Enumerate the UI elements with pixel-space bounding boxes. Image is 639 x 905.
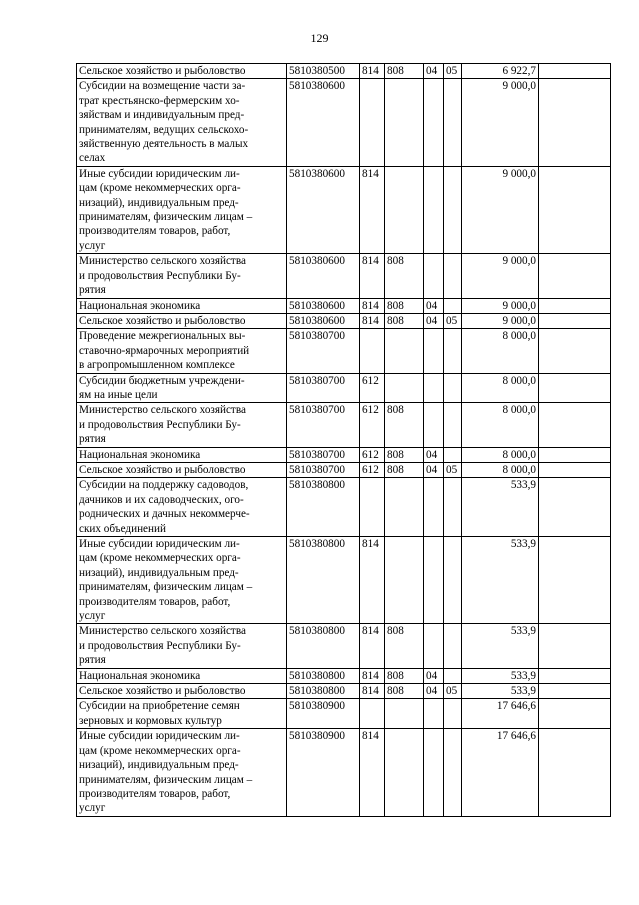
expense-type-code-cell: 612 xyxy=(360,373,385,403)
expense-name-cell xyxy=(77,537,287,624)
subsection-code-cell xyxy=(444,329,462,373)
expense-name-line: низаций), индивидуальным пред- xyxy=(79,759,239,772)
target-article-code-cell: 5810380600 xyxy=(287,254,360,298)
extra-cell xyxy=(539,537,611,624)
expense-name-cell xyxy=(77,373,287,403)
expense-type-code-cell: 814 xyxy=(360,729,385,816)
section-code-cell xyxy=(424,79,444,166)
expense-type-code-cell: 612 xyxy=(360,403,385,447)
subsection-code-cell: 05 xyxy=(444,684,462,699)
expense-name-line: услуг xyxy=(79,610,106,623)
expense-name-line: принимателям, физическим лицам – xyxy=(79,773,253,786)
section-code-cell: 04 xyxy=(424,64,444,79)
target-article-code-cell: 5810380700 xyxy=(287,462,360,477)
extra-cell xyxy=(539,684,611,699)
subsection-code-cell xyxy=(444,624,462,668)
expense-type-code-cell xyxy=(360,79,385,166)
target-article-code-cell: 5810380900 xyxy=(287,729,360,816)
extra-cell xyxy=(539,699,611,729)
expense-type-code-cell: 814 xyxy=(360,298,385,313)
section-code-cell xyxy=(424,403,444,447)
expense-name-line: зяйствам и индивидуальным пред- xyxy=(79,109,245,122)
subsection-code-cell xyxy=(444,729,462,816)
ministry-code-cell xyxy=(385,79,424,166)
expense-name-cell xyxy=(77,684,287,699)
extra-cell xyxy=(539,668,611,683)
section-code-cell xyxy=(424,699,444,729)
section-code-cell xyxy=(424,478,444,537)
expense-name-line: дачников и их садоводческих, ого- xyxy=(79,493,244,506)
subsection-code-cell: 05 xyxy=(444,462,462,477)
expense-name-line: Иные субсидии юридическим ли- xyxy=(79,538,240,550)
table-row xyxy=(77,329,611,373)
subsection-code-cell xyxy=(444,79,462,166)
expense-name-cell xyxy=(77,729,287,816)
subsection-code-cell: 05 xyxy=(444,64,462,79)
expense-name-cell xyxy=(77,313,287,328)
section-code-cell xyxy=(424,373,444,403)
amount-cell: 8 000,0 xyxy=(462,329,539,373)
expense-name-line: роднических и дачных некоммерче- xyxy=(79,508,250,521)
section-code-cell: 04 xyxy=(424,313,444,328)
ministry-code-cell xyxy=(385,729,424,816)
expense-name-cell xyxy=(77,403,287,447)
extra-cell xyxy=(539,462,611,477)
expense-name-line: услуг xyxy=(79,802,106,815)
target-article-code-cell: 5810380800 xyxy=(287,478,360,537)
subsection-code-cell xyxy=(444,668,462,683)
expense-name-line: Министерство сельского хозяйства xyxy=(79,625,246,638)
expense-name-line: Проведение межрегиональных вы- xyxy=(79,330,246,343)
ministry-code-cell xyxy=(385,373,424,403)
table-row xyxy=(77,537,611,624)
section-code-cell xyxy=(424,329,444,373)
amount-cell: 9 000,0 xyxy=(462,298,539,313)
subsection-code-cell xyxy=(444,478,462,537)
extra-cell xyxy=(539,373,611,403)
expense-name-cell xyxy=(77,624,287,668)
ministry-code-cell: 808 xyxy=(385,447,424,462)
expense-type-code-cell: 814 xyxy=(360,537,385,624)
table-row xyxy=(77,403,611,447)
subsection-code-cell xyxy=(444,254,462,298)
expense-name-line: принимателям, физическим лицам – xyxy=(79,211,253,224)
subsection-code-cell xyxy=(444,537,462,624)
expense-type-code-cell: 814 xyxy=(360,254,385,298)
expense-name-line: низаций), индивидуальным пред- xyxy=(79,196,239,209)
table-row xyxy=(77,166,611,253)
table-row xyxy=(77,478,611,537)
amount-cell: 533,9 xyxy=(462,478,539,537)
expense-name-line: принимателям, физическим лицам – xyxy=(79,581,253,594)
expense-name-line: Сельское хозяйство и рыболовство xyxy=(79,65,246,77)
expense-type-code-cell xyxy=(360,329,385,373)
expense-type-code-cell: 814 xyxy=(360,668,385,683)
target-article-code-cell: 5810380900 xyxy=(287,699,360,729)
amount-cell: 17 646,6 xyxy=(462,699,539,729)
section-code-cell: 04 xyxy=(424,462,444,477)
amount-cell: 8 000,0 xyxy=(462,447,539,462)
extra-cell xyxy=(539,313,611,328)
expense-name-line: рятия xyxy=(79,654,106,667)
expense-name-line: трат крестьянско-фермерским хо- xyxy=(79,94,240,107)
expense-name-line: Национальная экономика xyxy=(79,299,201,312)
section-code-cell: 04 xyxy=(424,684,444,699)
ministry-code-cell xyxy=(385,329,424,373)
extra-cell xyxy=(539,64,611,79)
ministry-code-cell: 808 xyxy=(385,624,424,668)
expense-name-line: Сельское хозяйство и рыболовство xyxy=(79,685,246,698)
table-row xyxy=(77,624,611,668)
subsection-code-cell xyxy=(444,373,462,403)
expense-name-line: Сельское хозяйство и рыболовство xyxy=(79,314,246,327)
amount-cell: 6 922,7 xyxy=(462,64,539,79)
budget-table xyxy=(76,63,611,817)
extra-cell xyxy=(539,79,611,166)
extra-cell xyxy=(539,478,611,537)
amount-cell: 9 000,0 xyxy=(462,254,539,298)
expense-name-line: ставочно-ярмарочных мероприятий xyxy=(79,344,250,357)
extra-cell xyxy=(539,729,611,816)
expense-name-line: зяйственную деятельность в малых xyxy=(79,138,249,151)
table-row xyxy=(77,447,611,462)
amount-cell: 533,9 xyxy=(462,624,539,668)
table-row xyxy=(77,684,611,699)
expense-name-cell xyxy=(77,478,287,537)
expense-name-line: Национальная экономика xyxy=(79,448,201,461)
amount-cell: 9 000,0 xyxy=(462,166,539,253)
amount-cell: 533,9 xyxy=(462,684,539,699)
table-row xyxy=(77,668,611,683)
target-article-code-cell: 5810380600 xyxy=(287,298,360,313)
ministry-code-cell xyxy=(385,478,424,537)
extra-cell xyxy=(539,403,611,447)
expense-name-cell xyxy=(77,254,287,298)
section-code-cell: 04 xyxy=(424,668,444,683)
subsection-code-cell xyxy=(444,699,462,729)
expense-type-code-cell: 814 xyxy=(360,313,385,328)
expense-type-code-cell: 814 xyxy=(360,624,385,668)
target-article-code-cell: 5810380700 xyxy=(287,447,360,462)
expense-name-line: цам (кроме некоммерческих орга- xyxy=(79,744,241,757)
ministry-code-cell: 808 xyxy=(385,64,424,79)
expense-name-cell xyxy=(77,298,287,313)
extra-cell xyxy=(539,166,611,253)
expense-name-line: производителям товаров, работ, xyxy=(79,787,231,800)
expense-name-cell xyxy=(77,447,287,462)
expense-name-line: рятия xyxy=(79,284,106,297)
section-code-cell xyxy=(424,537,444,624)
expense-name-line: Субсидии на поддержку садоводов, xyxy=(79,479,249,492)
target-article-code-cell: 5810380800 xyxy=(287,668,360,683)
expense-name-line: Сельское хозяйство и рыболовство xyxy=(79,463,246,476)
expense-name-line: Субсидии бюджетным учреждени- xyxy=(79,374,245,387)
target-article-code-cell: 5810380800 xyxy=(287,684,360,699)
expense-name-line: низаций), индивидуальным пред- xyxy=(79,566,239,579)
ministry-code-cell: 808 xyxy=(385,684,424,699)
section-code-cell: 04 xyxy=(424,298,444,313)
expense-type-code-cell: 612 xyxy=(360,447,385,462)
section-code-cell xyxy=(424,254,444,298)
expense-name-line: услуг xyxy=(79,239,106,252)
subsection-code-cell xyxy=(444,166,462,253)
expense-name-line: рятия xyxy=(79,433,106,446)
budget-table-body xyxy=(77,64,611,817)
ministry-code-cell: 808 xyxy=(385,254,424,298)
expense-name-cell xyxy=(77,64,287,79)
expense-name-line: Иные субсидии юридическим ли- xyxy=(79,730,240,743)
subsection-code-cell xyxy=(444,403,462,447)
section-code-cell xyxy=(424,624,444,668)
extra-cell xyxy=(539,329,611,373)
expense-name-line: в агропромышленном комплексе xyxy=(79,359,235,372)
expense-name-line: Министерство сельского хозяйства xyxy=(79,404,246,417)
amount-cell: 8 000,0 xyxy=(462,462,539,477)
amount-cell: 8 000,0 xyxy=(462,373,539,403)
ministry-code-cell xyxy=(385,537,424,624)
ministry-code-cell: 808 xyxy=(385,313,424,328)
ministry-code-cell xyxy=(385,699,424,729)
expense-name-cell xyxy=(77,668,287,683)
expense-name-cell xyxy=(77,166,287,253)
expense-name-line: селах xyxy=(79,152,106,165)
target-article-code-cell: 5810380600 xyxy=(287,166,360,253)
amount-cell: 9 000,0 xyxy=(462,79,539,166)
target-article-code-cell: 5810380700 xyxy=(287,329,360,373)
target-article-code-cell: 5810380800 xyxy=(287,624,360,668)
amount-cell: 8 000,0 xyxy=(462,403,539,447)
target-article-code-cell: 5810380600 xyxy=(287,313,360,328)
amount-cell: 533,9 xyxy=(462,668,539,683)
expense-name-line: и продовольствия Республики Бу- xyxy=(79,418,241,431)
page-number: 129 xyxy=(310,31,329,45)
ministry-code-cell: 808 xyxy=(385,462,424,477)
table-row xyxy=(77,79,611,166)
expense-name-line: цам (кроме некоммерческих орга- xyxy=(79,182,241,195)
table-row xyxy=(77,462,611,477)
expense-name-line: Субсидии на возмещение части за- xyxy=(79,80,246,93)
section-code-cell: 04 xyxy=(424,447,444,462)
extra-cell xyxy=(539,298,611,313)
table-row xyxy=(77,699,611,729)
expense-name-line: ских объединений xyxy=(79,522,166,535)
ministry-code-cell xyxy=(385,166,424,253)
table-row xyxy=(77,298,611,313)
extra-cell xyxy=(539,447,611,462)
amount-cell: 533,9 xyxy=(462,537,539,624)
subsection-code-cell: 05 xyxy=(444,313,462,328)
expense-name-line: принимателям, ведущих сельскохо- xyxy=(79,123,249,136)
expense-name-line: зерновых и кормовых культур xyxy=(79,714,222,727)
table-row xyxy=(77,313,611,328)
expense-name-line: ям на иные цели xyxy=(79,388,158,401)
target-article-code-cell: 5810380600 xyxy=(287,79,360,166)
expense-name-line: производителям товаров, работ, xyxy=(79,225,231,238)
expense-type-code-cell: 814 xyxy=(360,684,385,699)
extra-cell xyxy=(539,254,611,298)
section-code-cell xyxy=(424,729,444,816)
ministry-code-cell: 808 xyxy=(385,668,424,683)
expense-name-line: Иные субсидии юридическим ли- xyxy=(79,167,240,180)
expense-type-code-cell: 612 xyxy=(360,462,385,477)
section-code-cell xyxy=(424,166,444,253)
ministry-code-cell: 808 xyxy=(385,298,424,313)
table-row xyxy=(77,729,611,816)
amount-cell: 9 000,0 xyxy=(462,313,539,328)
expense-name-cell xyxy=(77,329,287,373)
subsection-code-cell xyxy=(444,447,462,462)
expense-type-code-cell xyxy=(360,699,385,729)
expense-type-code-cell xyxy=(360,478,385,537)
expense-name-line: и продовольствия Республики Бу- xyxy=(79,269,241,282)
table-row xyxy=(77,373,611,403)
expense-name-line: Министерство сельского хозяйства xyxy=(79,255,246,268)
expense-name-cell xyxy=(77,699,287,729)
expense-name-line: производителям товаров, работ, xyxy=(79,595,231,608)
target-article-code-cell: 5810380700 xyxy=(287,373,360,403)
expense-type-code-cell: 814 xyxy=(360,166,385,253)
extra-cell xyxy=(539,624,611,668)
expense-name-cell xyxy=(77,462,287,477)
target-article-code-cell: 5810380800 xyxy=(287,537,360,624)
expense-type-code-cell: 814 xyxy=(360,64,385,79)
expense-name-line: цам (кроме некоммерческих орга- xyxy=(79,552,241,565)
target-article-code-cell: 5810380500 xyxy=(287,64,360,79)
target-article-code-cell: 5810380700 xyxy=(287,403,360,447)
expense-name-line: и продовольствия Республики Бу- xyxy=(79,639,241,652)
ministry-code-cell: 808 xyxy=(385,403,424,447)
table-row xyxy=(77,64,611,79)
expense-name-cell xyxy=(77,79,287,166)
table-row xyxy=(77,254,611,298)
expense-name-line: Национальная экономика xyxy=(79,669,201,682)
amount-cell: 17 646,6 xyxy=(462,729,539,816)
subsection-code-cell xyxy=(444,298,462,313)
expense-name-line: Субсидии на приобретение семян xyxy=(79,700,240,713)
